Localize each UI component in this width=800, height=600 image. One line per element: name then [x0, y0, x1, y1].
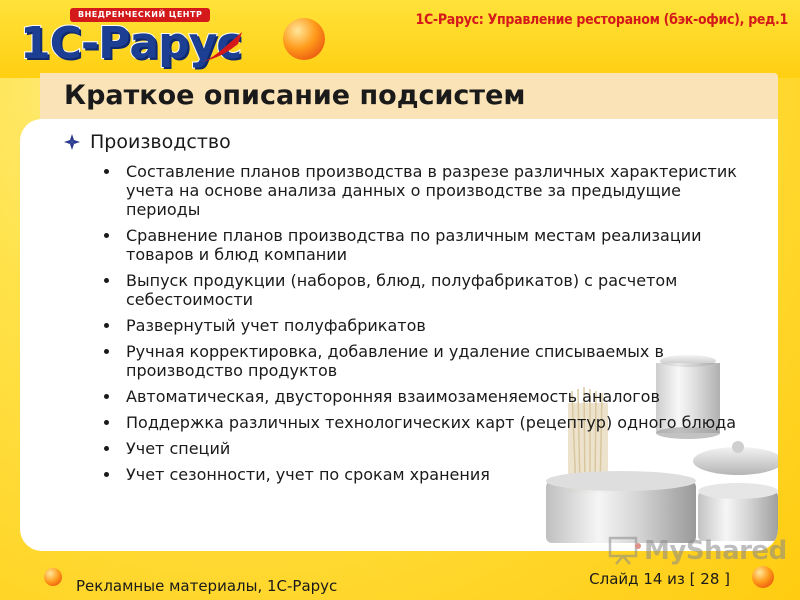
- bullet-dot-icon: [104, 420, 109, 425]
- bullet-dot-icon: [104, 169, 109, 174]
- bullet-dot-icon: [104, 233, 109, 238]
- bullet-list: [104, 162, 744, 491]
- list-item-text: Ручная корректировка, добавление и удаление списываемых в производство продуктов: [126, 342, 664, 380]
- footer-orb-icon: [44, 568, 62, 586]
- bullet-dot-icon: [104, 323, 109, 328]
- watermark-text-a: My: [644, 536, 686, 566]
- app-title: 1С-Рарус: Управление рестораном (бэк-офис), ред.1: [415, 12, 788, 28]
- list-item: [104, 342, 744, 380]
- list-item-text: Выпуск продукции (наборов, блюд, полуфабрикатов) с расчетом себестоимости: [126, 271, 678, 309]
- next-slide-orb-icon[interactable]: [752, 566, 774, 588]
- list-item: [104, 387, 744, 406]
- bullet-dot-icon: [104, 472, 109, 477]
- list-item: [104, 162, 744, 219]
- presentation-board-icon: [608, 536, 644, 566]
- bullet-dot-icon: [104, 278, 109, 283]
- watermark: [608, 536, 787, 566]
- list-item-text: Развернутый учет полуфабрикатов: [126, 316, 426, 335]
- logo-text: 1С-Рарус: [20, 18, 242, 69]
- section-heading: [64, 131, 231, 153]
- list-item-text: Учет сезонности, учет по срокам хранения: [126, 465, 490, 484]
- list-item: [104, 316, 744, 335]
- list-item: [104, 226, 744, 264]
- company-logo: [10, 8, 246, 72]
- list-item-text: Автоматическая, двусторонняя взаимозаменяемость аналогов: [126, 387, 660, 406]
- diamond-bullet-icon: [64, 134, 80, 150]
- slide-counter: Слайд 14 из [ 28 ]: [589, 570, 730, 588]
- decorative-orb-icon: [283, 18, 325, 60]
- list-item-text: Учет специй: [126, 439, 231, 458]
- watermark-text-b: Shared: [685, 536, 787, 566]
- footer-credit: Рекламные материалы, 1С-Рарус: [76, 577, 338, 595]
- list-item: [104, 465, 744, 484]
- logo-banner: ВНЕДРЕНЧЕСКИЙ ЦЕНТР: [70, 8, 210, 22]
- list-item: [104, 271, 744, 309]
- logo-swoosh-icon: [200, 28, 244, 68]
- bullet-dot-icon: [104, 394, 109, 399]
- slide-title: Краткое описание подсистем: [64, 80, 526, 111]
- list-item-text: Составление планов производства в разрезе различных характеристик учета на основе анализа данных о производстве за предыдущие периоды: [126, 162, 737, 219]
- list-item: [104, 439, 744, 458]
- watermark-text: [644, 536, 787, 566]
- list-item-text: Поддержка различных технологических карт (рецептур) одного блюда: [126, 413, 737, 432]
- section-title: Производство: [90, 131, 231, 153]
- list-item: [104, 413, 744, 432]
- bullet-dot-icon: [104, 446, 109, 451]
- list-item-text: Сравнение планов производства по различным местам реализации товаров и блюд компании: [126, 226, 702, 264]
- bullet-dot-icon: [104, 349, 109, 354]
